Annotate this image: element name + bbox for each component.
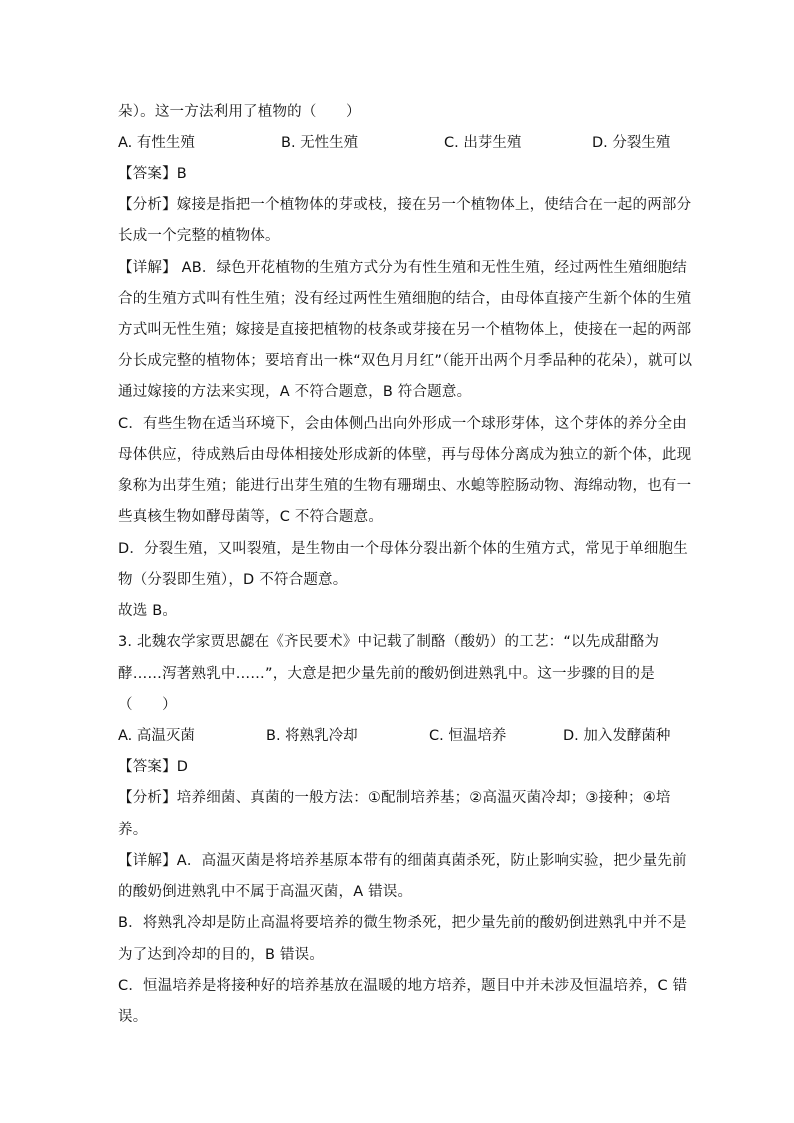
text-line: C．恒温培养是将接种好的培养基放在温暖的地方培养，题目中并未涉及恒温培养，C 错 (118, 978, 688, 994)
text-line: 长成一个完整的植物体。 (118, 228, 280, 244)
text-line: 的酸奶倒进熟乳中不属于高温灭菌，A 错误。 (118, 884, 413, 900)
text-line: 些真核生物如酵母菌等，C 不符合题意。 (118, 509, 384, 525)
text-line: D．分裂生殖，又叫裂殖，是生物由一个母体分裂出新个体的生殖方式，常见于单细胞生 (118, 541, 688, 557)
text-line: 象称为出芽生殖；能进行出芽生殖的生物有珊瑚虫、水螅等腔肠动物、海绵动物，也有一 (118, 478, 692, 494)
option-a: A. 有性生殖 (118, 135, 195, 151)
question-line: 3. 北魏农学家贾思勰在《齐民要术》中记载了制酪（酸奶）的工艺：“以先成甜酪为 (118, 634, 660, 650)
option-b: B. 无性生殖 (281, 135, 359, 151)
answer-line: 【答案】D (118, 759, 189, 775)
text-line: B．将熟乳冷却是防止高温将要培养的微生物杀死，把少量先前的酸奶倒进熟乳中并不是 (118, 915, 687, 931)
text-line: 方式叫无性生殖；嫁接是直接把植物的枝条或芽接在另一个植物体上，使接在一起的两部 (118, 322, 692, 338)
text-line: 养。 (118, 822, 148, 838)
option-a: A. 高温灭菌 (118, 728, 195, 744)
answer-line: 【答案】B (118, 166, 187, 182)
text-line: 误。 (118, 1009, 148, 1025)
option-c: C. 出芽生殖 (444, 135, 522, 151)
option-c: C. 恒温培养 (429, 728, 507, 744)
analysis-line: 【分析】嫁接是指把一个植物体的芽或枝，接在另一个植物体上，使结合在一起的两部分 (118, 197, 692, 213)
text-line: 通过嫁接的方法来实现，A 不符合题意，B 符合题意。 (118, 384, 472, 400)
option-b: B. 将熟乳冷却 (266, 728, 358, 744)
conclusion-line: 故选 B。 (118, 603, 178, 619)
text-line: C．有些生物在适当环境下，会由体侧凸出向外形成一个球形芽体，这个芽体的养分全由 (118, 416, 687, 432)
detail-line: 【详解】A．高温灭菌是将培养基原本带有的细菌真菌杀死，防止影响实验，把少量先前 (118, 853, 687, 869)
question-line: 酵……泻著熟乳中……”，大意是把少量先前的酸奶倒进熟乳中。这一步骤的目的是 (118, 666, 655, 682)
option-d: D. 加入发酵菌种 (563, 728, 671, 744)
text-line: 母体供应，待成熟后由母体相接处形成新的体壁，再与母体分离成为独立的新个体，此现 (118, 447, 692, 463)
text-line: 朵）。这一方法利用了植物的（ ） (118, 104, 361, 120)
text-line: 合的生殖方式叫有性生殖；没有经过两性生殖细胞的结合，由母体直接产生新个体的生殖 (118, 291, 692, 307)
option-d: D. 分裂生殖 (592, 135, 671, 151)
analysis-line: 【分析】培养细菌、真菌的一般方法：①配制培养基；②高温灭菌冷却；③接种；④培 (118, 790, 671, 806)
question-line: （ ） (118, 697, 177, 713)
text-line: 物（分裂即生殖），D 不符合题意。 (118, 572, 348, 588)
text-line: 分长成完整的植物体；要培育出一株“双色月月红”（能开出两个月季品种的花朵），就可以 (118, 353, 693, 369)
detail-line: 【详解】 AB．绿色开花植物的生殖方式分为有性生殖和无性生殖，经过两性生殖细胞结 (118, 260, 687, 276)
text-line: 为了达到冷却的目的，B 错误。 (118, 947, 325, 963)
